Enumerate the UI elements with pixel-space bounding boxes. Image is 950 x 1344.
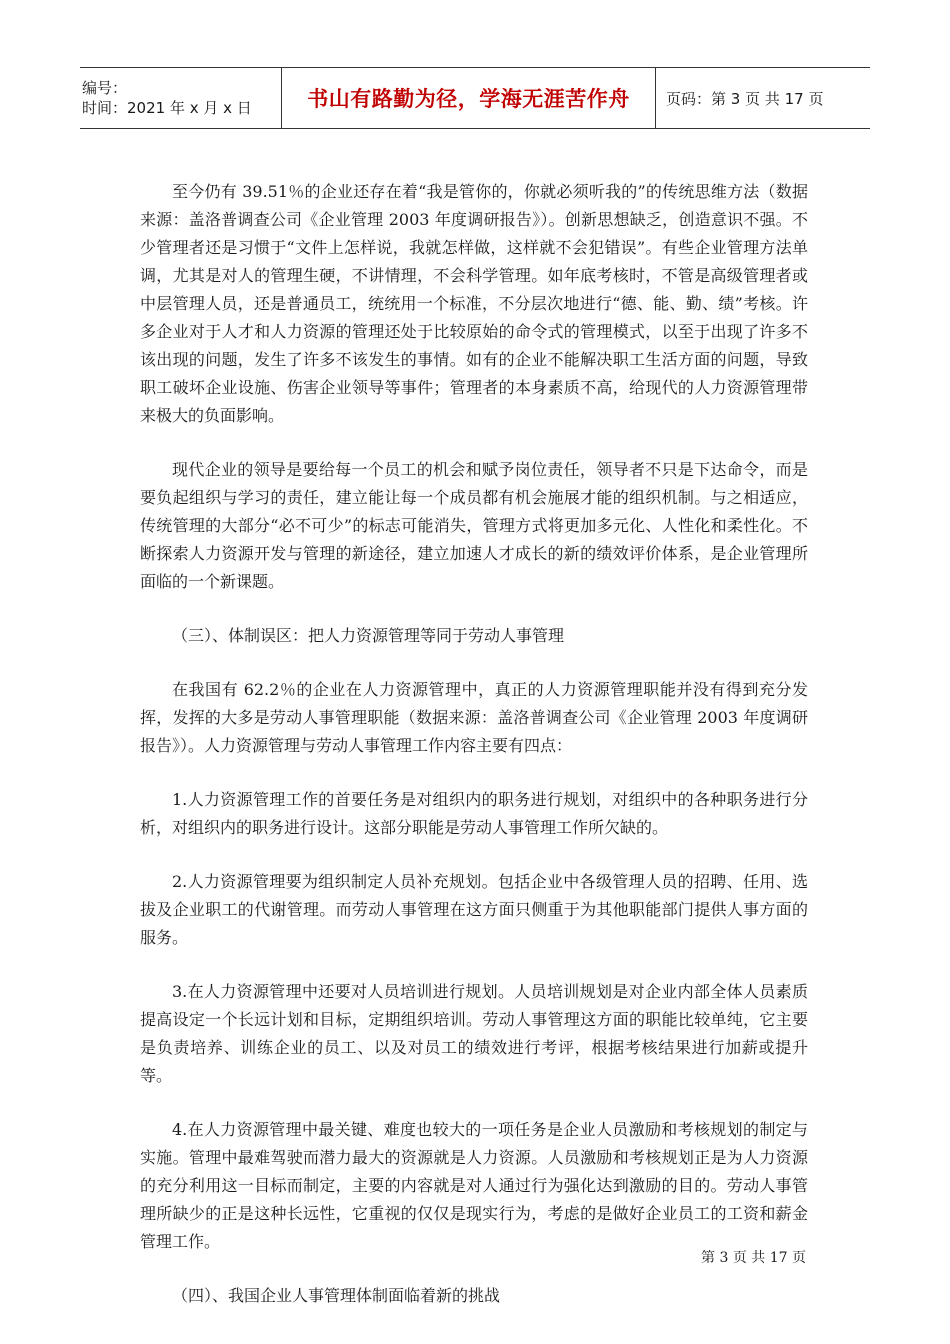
paragraph-system-misconception: 在我国有 62.2％的企业在人力资源管理中，真正的人力资源管理职能并没有得到充分发挥，发挥的大多是劳动人事管理职能（数据来源：盖洛普调查公司《企业管理 2003 年度调研报告》）。人力资源管理与劳动人事管理工作内容主要有四点：	[140, 680, 808, 755]
page-code-text: 页码：第 3 页 共 17 页	[666, 89, 824, 108]
motto-text: 书山有路勤为径，学海无涯苦作舟	[307, 87, 630, 111]
section-heading-4: （四）、我国企业人事管理体制面临着新的挑战	[172, 1286, 501, 1305]
page-header	[80, 67, 870, 129]
list-item-1: 1.人力资源管理工作的首要任务是对组织内的职务进行规划，对组织中的各种职务进行分析，对组织内的职务进行设计。这部分职能是劳动人事管理工作所欠缺的。	[140, 790, 808, 837]
header-meta	[80, 68, 282, 128]
footer-page-number: 第 3 页 共 17 页	[701, 1250, 806, 1266]
list-item-4: 4.在人力资源管理中最关键、难度也较大的一项任务是企业人员激励和考核规划的制定与实施。管理中最难驾驶而潜力最大的资源就是人力资源。人员激励和考核规划正是为人力资源的充分利用这一目标而制定，主要的内容就是对人通过行为强化达到激励的目的。劳动人事管理所缺少的正是这种长远性，它重视的仅仅是现实行为，考虑的是做好企业员工的工资和薪金管理工作。	[140, 1120, 808, 1251]
document-body	[140, 178, 808, 1336]
page-footer	[701, 1247, 806, 1267]
paragraph-traditional-thinking: 至今仍有 39.51％的企业还存在着“我是管你的，你就必须听我的”的传统思维方法（数据来源：盖洛普调查公司《企业管理 2003 年度调研报告》）。创新思想缺乏，创造意识不强。不少管理者还是习惯于“文件上怎样说，我就怎样做，这样就不会犯错误”。有些企业管理方法单调，尤其是对人的管理生硬，不讲情理，不会科学管理。如年底考核时，不管是高级管理者或中层管理人员，还是普通员工，统统用一个标准，不分层次地进行“德、能、勤、绩”考核。许多企业对于人才和人力资源的管理还处于比较原始的命令式的管理模式，以至于出现了许多不该出现的问题，发生了许多不该发生的事情。如有的企业不能解决职工生活方面的问题，导致职工破坏企业设施、伤害企业领导等事件；管理者的本身素质不高，给现代的人力资源管理带来极大的负面影响。	[140, 182, 808, 425]
paragraph-modern-leadership: 现代企业的领导是要给每一个员工的机会和赋予岗位责任，领导者不只是下达命令，而是要负起组织与学习的责任，建立能让每一个成员都有机会施展才能的组织机制。与之相适应，传统管理的大部分“必不可少”的标志可能消失，管理方式将更加多元化、人性化和柔性化。不断探索人力资源开发与管理的新途径，建立加速人才成长的新的绩效评价体系，是企业管理所面临的一个新课题。	[140, 460, 808, 591]
list-item-2: 2.人力资源管理要为组织制定人员补充规划。包括企业中各级管理人员的招聘、任用、选拔及企业职工的代谢管理。而劳动人事管理在这方面只侧重于为其他职能部门提供人事方面的服务。	[140, 872, 808, 947]
header-motto	[282, 68, 656, 128]
document-number: 编号：	[82, 79, 128, 97]
document-date: 时间：2021 年 x 月 x 日	[82, 99, 252, 117]
list-item-3: 3.在人力资源管理中还要对人员培训进行规划。人员培训规划是对企业内部全体人员素质提高设定一个长远计划和目标，定期组织培训。劳动人事管理这方面的职能比较单纯，它主要是负责培养、训练企业的员工、以及对员工的绩效进行考评，根据考核结果进行加薪或提升等。	[140, 982, 808, 1085]
header-page-code	[656, 68, 870, 128]
section-heading-3: （三）、体制误区：把人力资源管理等同于劳动人事管理	[172, 626, 565, 645]
